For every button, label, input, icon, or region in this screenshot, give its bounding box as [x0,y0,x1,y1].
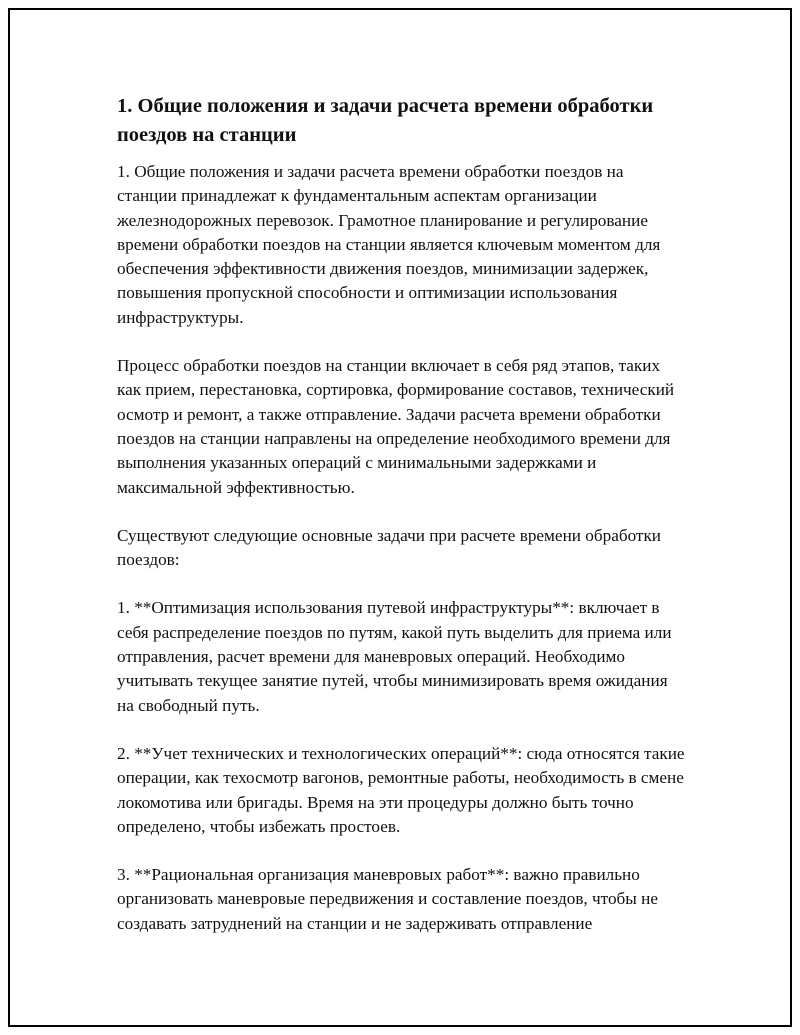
paragraph-task-1: 1. **Оптимизация использования путевой инфраструктуры**: включает в себя распределение поездов по путям, какой путь выделить для приема или отправления, расчет времени для маневровых операций. Необходимо учитывать текущее занятие путей, чтобы минимизировать время ожидания на свободный путь. [117,598,672,715]
paragraph-task-3: 3. **Рациональная организация маневровых работ**: важно правильно организовать маневровые передвижения и составление поездов, чтобы не создавать затруднений на станции и не задерживать отправление [117,865,658,933]
paragraph-tasks-lead: Существуют следующие основные задачи при расчете времени обработки поездов: [117,525,661,570]
document-body [117,92,687,960]
paragraph-process: Процесс обработки поездов на станции включает в себя ряд этапов, таких как прием, перестановка, сортировка, формирование составов, технический осмотр и ремонт, а также отправление. Задачи расчета времени обработки поездов на станции направлены на определение необходимого времени для выполнения указанных операций с минимальными задержками и максимальной эффективностью. [117,356,675,497]
section-title: 1. Общие положения и задачи расчета времени обработки поездов на станции [117,95,654,146]
paragraph-intro: 1. Общие положения и задачи расчета времени обработки поездов на станции принадлежат к фундаментальным аспектам организации железнодорожных перевозок. Грамотное планирование и регулирование времени обработки поездов на станции является ключевым моментом для обеспечения эффективности движения поездов, минимизации задержек, повышения пропускной способности и оптимизации использования инфраструктуры. [117,162,661,327]
paragraph-task-2: 2. **Учет технических и технологических операций**: сюда относятся такие операции, как техосмотр вагонов, ремонтные работы, необходимость в смене локомотива или бригады. Время на эти процедуры должно быть точно определено, чтобы избежать простоев. [117,743,685,836]
